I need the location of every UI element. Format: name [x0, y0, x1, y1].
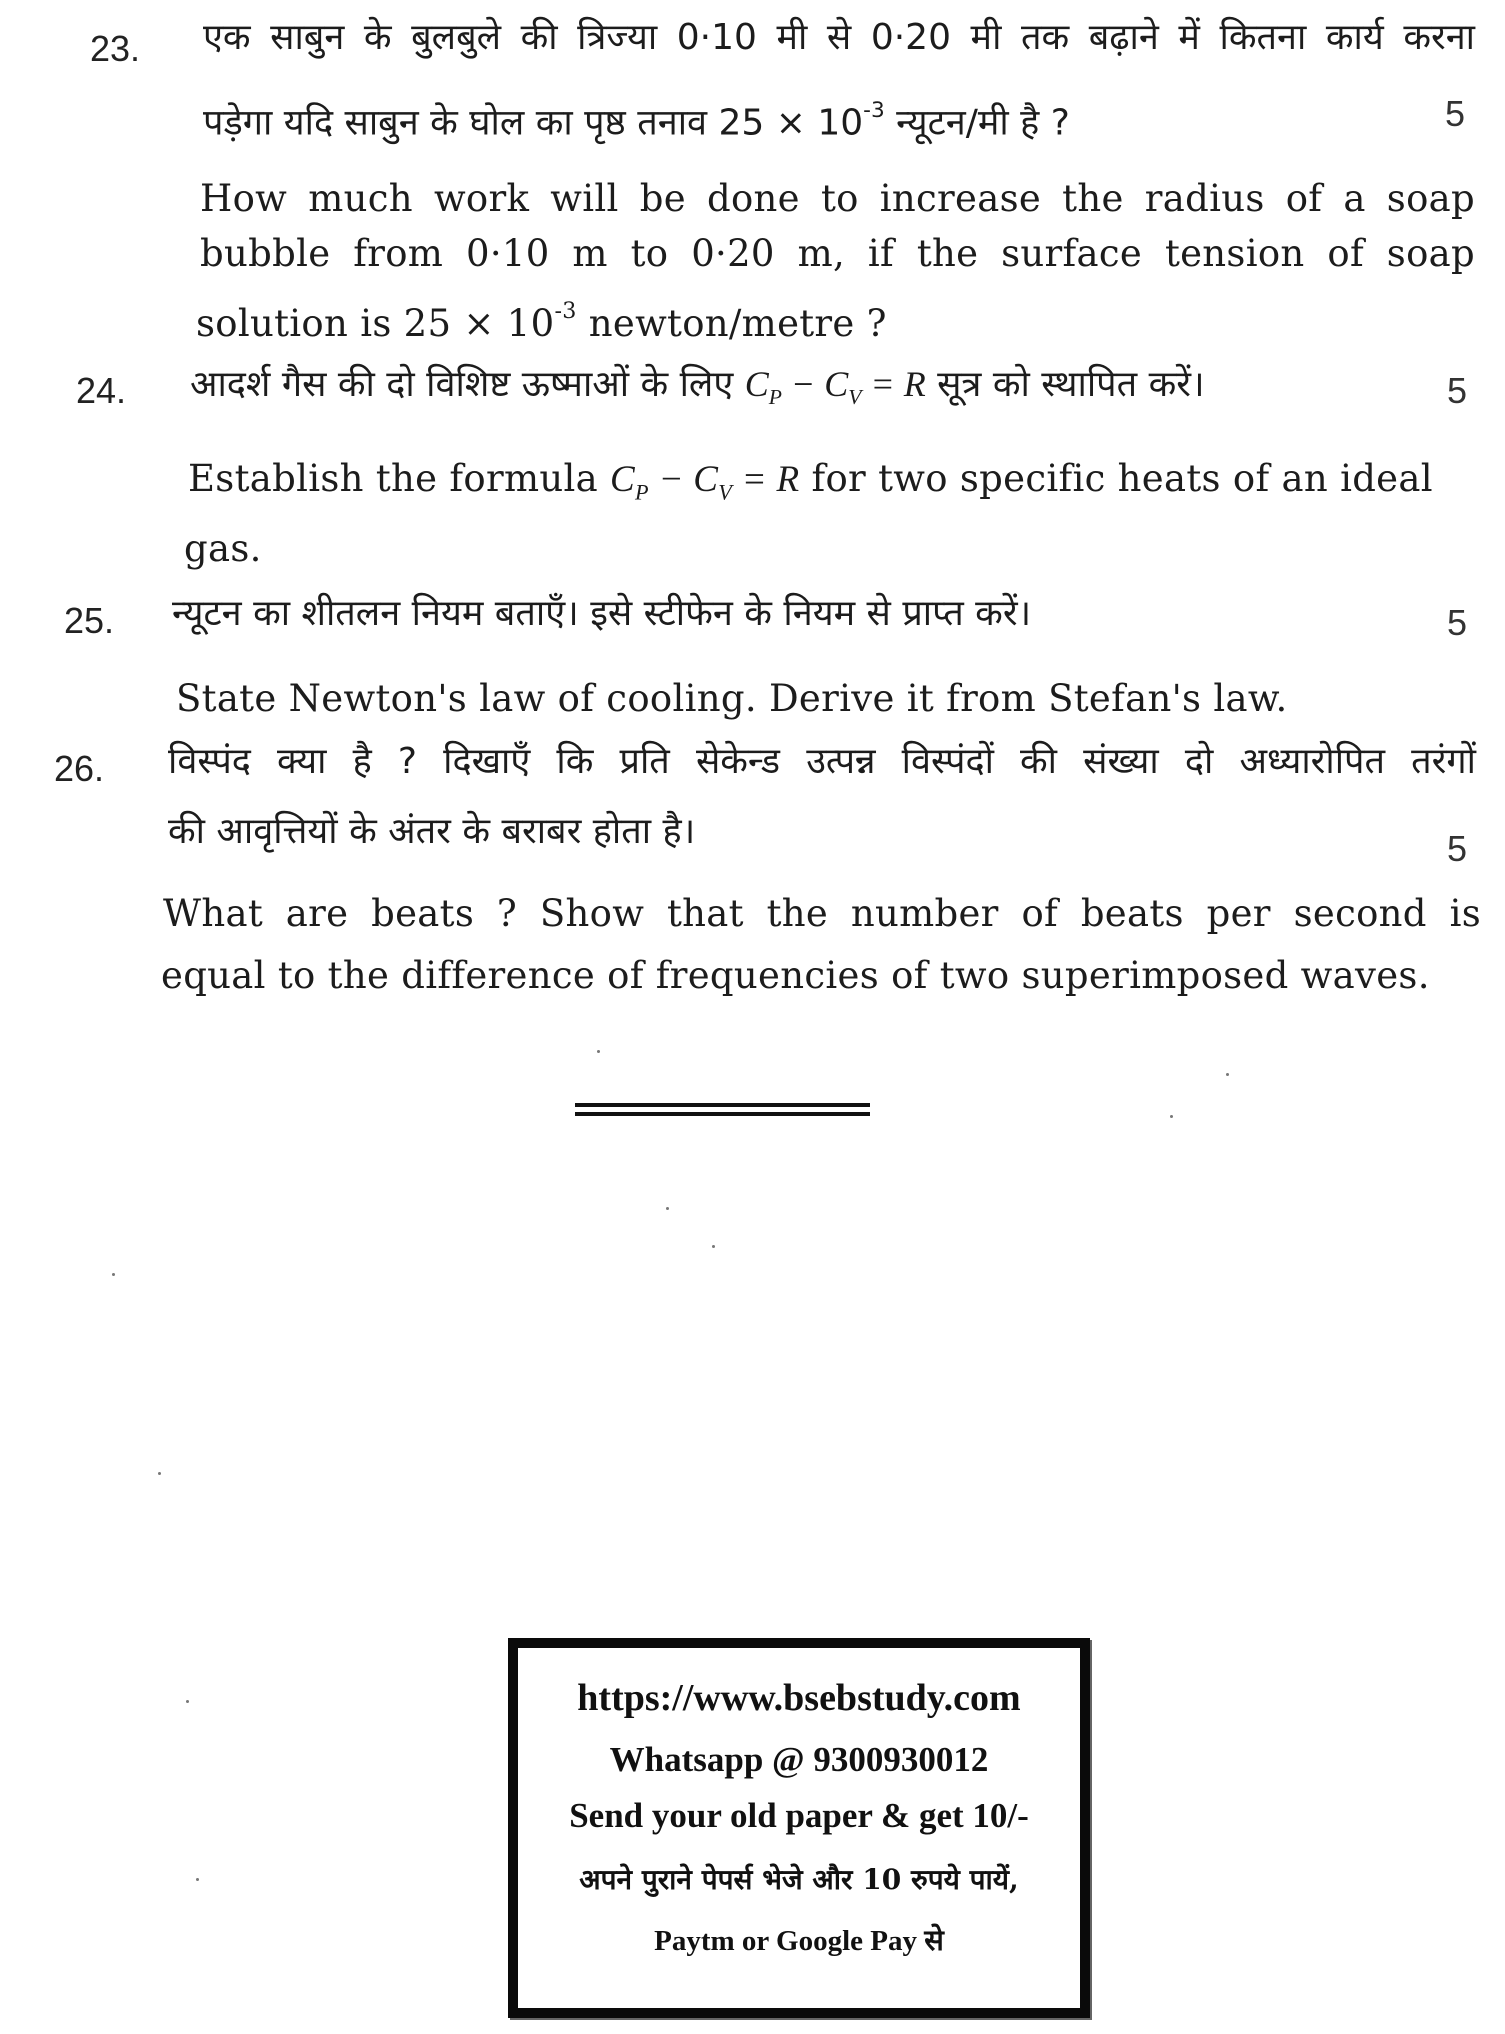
question-text-english: bubble from 0·10 m to 0·20 m, if the surface tension of soap [200, 232, 1475, 275]
promo-offer: Send your old paper & get 10/- [569, 1796, 1029, 1835]
question-text-hindi: न्यूटन का शीतलन नियम बताएँ। इसे स्टीफेन के नियम से प्राप्त करें। [172, 593, 1032, 634]
formula-part: = R [732, 459, 800, 500]
formula-subscript: V [718, 479, 733, 505]
question-text-hindi: विस्पंद क्या है ? दिखाएँ कि प्रति सेकेन्ड उत्पन्न विस्पंदों की संख्या दो अध्यारोपित तरंगों [168, 741, 1476, 782]
question-text-english: How much work will be done to increase the radius of a soap [200, 177, 1475, 220]
exponent: -3 [863, 98, 885, 123]
text-span: न्यूटन/मी है ? [884, 102, 1070, 144]
scan-speck [1170, 1115, 1173, 1118]
scan-speck [186, 1700, 189, 1703]
text-span: आदर्श गैस की दो विशिष्ट ऊष्माओं के लिए [190, 364, 745, 405]
formula-subscript: V [848, 385, 862, 410]
formula-part: C [610, 459, 636, 500]
scan-speck [158, 1472, 161, 1475]
text-span: solution is 25 × 10 [196, 301, 555, 345]
question-text-english: What are beats ? Show that the number of beats per second is [163, 892, 1481, 935]
question-number: 23. [90, 28, 141, 69]
promo-offer-hindi: अपने पुराने पेपर्स भेजे और 10 रुपये पायें, [579, 1863, 1019, 1896]
question-text-hindi: एक साबुन के बुलबुले की त्रिज्या 0·10 मी से 0·20 मी तक बढ़ाने में कितना कार्य करना [203, 17, 1475, 58]
promo-box [508, 1638, 1090, 2018]
question-text-hindi [203, 98, 1070, 144]
scan-speck [112, 1273, 115, 1276]
promo-payment: Paytm or Google Pay से [654, 1925, 944, 1957]
text-span: सूत्र को स्थापित करें। [925, 364, 1205, 405]
question-number: 26. [54, 748, 105, 789]
end-separator-line [575, 1112, 870, 1116]
question-text-english: equal to the difference of frequencies of two superimposed waves. [161, 954, 1430, 997]
question-text-english: gas. [184, 527, 262, 570]
exponent: -3 [554, 298, 577, 324]
marks: 5 [1447, 828, 1468, 869]
formula-part: = R [861, 364, 926, 404]
question-number: 24. [76, 370, 127, 411]
text-span: for two specific heats of an ideal [799, 457, 1433, 500]
formula-part: C [693, 459, 719, 500]
promo-whatsapp: Whatsapp @ 9300930012 [609, 1740, 989, 1779]
end-separator-line [575, 1103, 870, 1107]
scan-speck [196, 1878, 199, 1881]
question-text-english [188, 457, 1433, 505]
formula [744, 364, 926, 410]
question-number: 25. [64, 600, 115, 641]
formula-subscript: P [635, 479, 649, 505]
text-span: पड़ेगा यदि साबुन के घोल का पृष्ठ तनाव 25 × 10 [203, 102, 864, 144]
formula-part: C [744, 364, 769, 404]
question-text-english [196, 298, 887, 345]
question-text-english: State Newton's law of cooling. Derive it from Stefan's law. [176, 677, 1288, 720]
question-text-hindi: की आवृत्तियों के अंतर के बराबर होता है। [168, 811, 696, 852]
formula [610, 459, 800, 505]
scan-speck [1226, 1073, 1229, 1076]
marks: 5 [1447, 602, 1468, 643]
formula-subscript: P [768, 385, 782, 410]
formula-part: − [648, 459, 694, 500]
question-text-hindi [190, 366, 1205, 409]
scan-speck [597, 1050, 600, 1053]
scan-speck [712, 1245, 715, 1248]
marks: 5 [1445, 93, 1466, 134]
promo-website-link[interactable]: https://www.bsebstudy.com [577, 1677, 1021, 1719]
text-span: newton/metre ? [576, 301, 887, 345]
formula-part: − [781, 364, 825, 404]
formula-part: C [824, 364, 849, 404]
marks: 5 [1447, 370, 1468, 411]
scan-speck [666, 1207, 669, 1210]
text-span: Establish the formula [188, 457, 611, 500]
